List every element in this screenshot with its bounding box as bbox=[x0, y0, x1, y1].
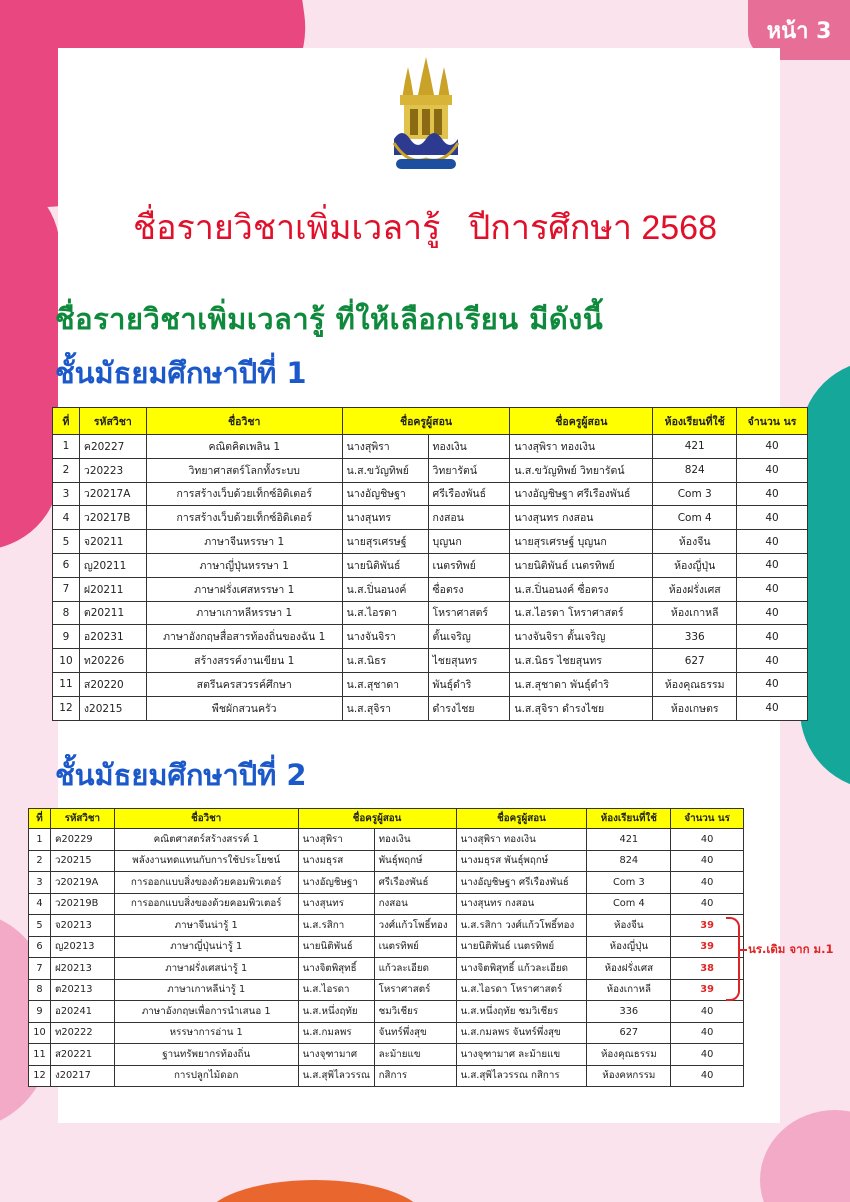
header-subject: ชื่อวิชา bbox=[146, 408, 342, 435]
row-number: 10 bbox=[29, 1022, 51, 1044]
room: 824 bbox=[653, 458, 737, 482]
level1-table bbox=[52, 407, 808, 721]
course-name: ภาษาอังกฤษเพื่อการนำเสนอ 1 bbox=[114, 1001, 298, 1023]
teacher-first-name: น.ส.ขวัญทิพย์ bbox=[342, 458, 428, 482]
teacher-last-name: กสิการ bbox=[374, 1065, 456, 1087]
student-count: 40 bbox=[737, 696, 808, 720]
teacher-last-name: ศรีเรืองพันธ์ bbox=[428, 482, 510, 506]
course-code: ส20220 bbox=[79, 672, 146, 696]
room: ห้องฝรั่งเศส bbox=[653, 577, 737, 601]
course-code: จ20213 bbox=[50, 915, 114, 937]
table-row bbox=[53, 577, 808, 601]
student-count: 39 bbox=[671, 936, 744, 958]
student-count: 40 bbox=[737, 625, 808, 649]
table-row bbox=[53, 672, 808, 696]
teacher-full-name: นางสุนทร กงสอน bbox=[510, 506, 653, 530]
student-count: 40 bbox=[671, 1022, 744, 1044]
room: Com 3 bbox=[653, 482, 737, 506]
row-number: 2 bbox=[29, 850, 51, 872]
teacher-first-name: น.ส.ปิ่นอนงค์ bbox=[342, 577, 428, 601]
student-count: 40 bbox=[671, 893, 744, 915]
row-number: 8 bbox=[53, 601, 80, 625]
teacher-first-name: นายนิติพันธ์ bbox=[298, 936, 374, 958]
teacher-first-name: นายสุรเศรษฐ์ bbox=[342, 530, 428, 554]
course-code: ว20223 bbox=[79, 458, 146, 482]
teacher-last-name: ชมวิเชียร bbox=[374, 1001, 456, 1023]
header-code: รหัสวิชา bbox=[79, 408, 146, 435]
header-teacher-2: ชื่อครูผู้สอน bbox=[456, 809, 587, 829]
teacher-first-name: นางจันจิรา bbox=[342, 625, 428, 649]
row-number: 6 bbox=[29, 936, 51, 958]
header-teacher-1: ชื่อครูผู้สอน bbox=[298, 809, 456, 829]
course-code: ว20219A bbox=[50, 872, 114, 894]
teacher-last-name: ศรีเรืองพันธ์ bbox=[374, 872, 456, 894]
row-number: 9 bbox=[29, 1001, 51, 1023]
teacher-first-name: นางอัญชิษฐา bbox=[342, 482, 428, 506]
student-count: 40 bbox=[737, 506, 808, 530]
course-name: ภาษาฝรั่งเศสน่ารู้ 1 bbox=[114, 958, 298, 980]
course-name: การปลูกไม้ดอก bbox=[114, 1065, 298, 1087]
table-row bbox=[29, 1044, 744, 1066]
row-number: 3 bbox=[53, 482, 80, 506]
table-row bbox=[29, 872, 744, 894]
row-number: 4 bbox=[53, 506, 80, 530]
student-count: 40 bbox=[671, 1001, 744, 1023]
room: ห้องคหกรรม bbox=[587, 1065, 671, 1087]
teacher-full-name: นางอัญชิษฐา ศรีเรืองพันธ์ bbox=[456, 872, 587, 894]
course-code: ส20221 bbox=[50, 1044, 114, 1066]
table-row bbox=[53, 553, 808, 577]
level2-title: ชั้นมัธยมศึกษาปีที่ 2 bbox=[55, 758, 307, 792]
row-number: 6 bbox=[53, 553, 80, 577]
room: 421 bbox=[653, 435, 737, 459]
level1-title: ชั้นมัธยมศึกษาปีที่ 1 bbox=[55, 356, 307, 390]
student-count: 40 bbox=[671, 1065, 744, 1087]
table-row bbox=[29, 850, 744, 872]
table-row bbox=[53, 625, 808, 649]
table-row bbox=[29, 958, 744, 980]
teacher-first-name: นายนิติพันธ์ bbox=[342, 553, 428, 577]
room: ห้องฝรั่งเศส bbox=[587, 958, 671, 980]
row-number: 8 bbox=[29, 979, 51, 1001]
course-name: พลังงานทดแทนกับการใช้ประโยชน์ bbox=[114, 850, 298, 872]
teacher-full-name: นางสุพิรา ทองเงิน bbox=[456, 829, 587, 851]
teacher-full-name: น.ส.สุชาดา พันธุ์ดำริ bbox=[510, 672, 653, 696]
teacher-full-name: นายสุรเศรษฐ์ บุญนก bbox=[510, 530, 653, 554]
header-subject: ชื่อวิชา bbox=[114, 809, 298, 829]
teacher-first-name: น.ส.สุจิรา bbox=[342, 696, 428, 720]
teacher-last-name: พันธุ์พฤกษ์ bbox=[374, 850, 456, 872]
room: 627 bbox=[587, 1022, 671, 1044]
teacher-last-name: แก้วละเอียด bbox=[374, 958, 456, 980]
student-count: 40 bbox=[737, 601, 808, 625]
student-count: 40 bbox=[737, 435, 808, 459]
course-code: ว20219B bbox=[50, 893, 114, 915]
course-name: สตรีนครสวรรค์ศึกษา bbox=[146, 672, 342, 696]
table-row bbox=[53, 506, 808, 530]
header-no: ที่ bbox=[53, 408, 80, 435]
room: ห้องเกาหลี bbox=[587, 979, 671, 1001]
room: ห้องจีน bbox=[587, 915, 671, 937]
teacher-last-name: ทองเงิน bbox=[374, 829, 456, 851]
course-code: ว20217B bbox=[79, 506, 146, 530]
course-name: ภาษาญี่ปุ่นน่ารู้ 1 bbox=[114, 936, 298, 958]
course-name: หรรษาการอ่าน 1 bbox=[114, 1022, 298, 1044]
course-code: อ20241 bbox=[50, 1001, 114, 1023]
room: ห้องคุณธรรม bbox=[653, 672, 737, 696]
room: 421 bbox=[587, 829, 671, 851]
teacher-last-name: กงสอน bbox=[428, 506, 510, 530]
room: ห้องจีน bbox=[653, 530, 737, 554]
row-number: 1 bbox=[29, 829, 51, 851]
course-name: การออกแบบสิ่งของด้วยคอมพิวเตอร์ bbox=[114, 872, 298, 894]
student-count: 40 bbox=[737, 482, 808, 506]
teacher-full-name: นายนิติพันธ์ เนตรทิพย์ bbox=[456, 936, 587, 958]
table-row bbox=[29, 1022, 744, 1044]
teacher-first-name: นางมธุรส bbox=[298, 850, 374, 872]
room: 627 bbox=[653, 649, 737, 673]
teacher-full-name: นายนิติพันธ์ เนตรทิพย์ bbox=[510, 553, 653, 577]
teacher-first-name: น.ส.ไอรดา bbox=[298, 979, 374, 1001]
returning-students-note: นร.เดิม จาก ม.1 bbox=[748, 942, 834, 956]
course-name: ฐานทรัพยากรท้องถิ่น bbox=[114, 1044, 298, 1066]
student-count: 39 bbox=[671, 979, 744, 1001]
teacher-last-name: พันธุ์ดำริ bbox=[428, 672, 510, 696]
teacher-full-name: นางจิตพิสุทธิ์ แก้วละเอียด bbox=[456, 958, 587, 980]
course-code: ฝ20211 bbox=[79, 577, 146, 601]
table-row bbox=[29, 893, 744, 915]
course-name: ภาษาเกาหลีหรรษา 1 bbox=[146, 601, 342, 625]
student-count: 40 bbox=[737, 577, 808, 601]
course-code: ท20222 bbox=[50, 1022, 114, 1044]
teacher-full-name: น.ส.ไอรดา โหราศาสตร์ bbox=[456, 979, 587, 1001]
course-code: ง20217 bbox=[50, 1065, 114, 1087]
row-number: 12 bbox=[29, 1065, 51, 1087]
header-count: จำนวน นร bbox=[737, 408, 808, 435]
course-code: ง20215 bbox=[79, 696, 146, 720]
teacher-last-name: จันทร์พึ่งสุข bbox=[374, 1022, 456, 1044]
room: 336 bbox=[587, 1001, 671, 1023]
course-name: ภาษาฝรั่งเศสหรรษา 1 bbox=[146, 577, 342, 601]
level2-table bbox=[28, 808, 744, 1087]
table-row bbox=[29, 1001, 744, 1023]
student-count: 40 bbox=[737, 553, 808, 577]
room: Com 3 bbox=[587, 872, 671, 894]
teacher-first-name: นางสุพิรา bbox=[298, 829, 374, 851]
teacher-full-name: น.ส.ขวัญทิพย์ วิทยารัตน์ bbox=[510, 458, 653, 482]
student-count: 38 bbox=[671, 958, 744, 980]
table-row bbox=[53, 482, 808, 506]
row-number: 10 bbox=[53, 649, 80, 673]
course-name: ภาษาจีนน่ารู้ 1 bbox=[114, 915, 298, 937]
course-name: คณิตศาสตร์สร้างสรรค์ 1 bbox=[114, 829, 298, 851]
teacher-full-name: น.ส.สุจิรา ดำรงไชย bbox=[510, 696, 653, 720]
page-number-badge: หน้า 3 bbox=[748, 0, 850, 60]
course-code: ญ20213 bbox=[50, 936, 114, 958]
header-code: รหัสวิชา bbox=[50, 809, 114, 829]
student-count: 40 bbox=[737, 672, 808, 696]
teacher-last-name: ไชยสุนทร bbox=[428, 649, 510, 673]
teacher-first-name: นางสุนทร bbox=[298, 893, 374, 915]
teacher-first-name: น.ส.รสิกา bbox=[298, 915, 374, 937]
room: ห้องเกษตร bbox=[653, 696, 737, 720]
course-name: พืชผักสวนครัว bbox=[146, 696, 342, 720]
row-number: 7 bbox=[29, 958, 51, 980]
row-number: 1 bbox=[53, 435, 80, 459]
teacher-full-name: นางมธุรส พันธุ์พฤกษ์ bbox=[456, 850, 587, 872]
teacher-full-name: น.ส.สุพิไลวรรณ กสิการ bbox=[456, 1065, 587, 1087]
teacher-last-name: เนตรทิพย์ bbox=[428, 553, 510, 577]
course-name: การออกแบบสิ่งของด้วยคอมพิวเตอร์ bbox=[114, 893, 298, 915]
teacher-full-name: น.ส.ไอรดา โหราศาสตร์ bbox=[510, 601, 653, 625]
room: ห้องญี่ปุ่น bbox=[653, 553, 737, 577]
student-count: 40 bbox=[671, 872, 744, 894]
course-code: จ20211 bbox=[79, 530, 146, 554]
course-name: วิทยาศาสตร์โลกทั้งระบบ bbox=[146, 458, 342, 482]
course-code: ต20213 bbox=[50, 979, 114, 1001]
course-code: ท20226 bbox=[79, 649, 146, 673]
teacher-full-name: นางอัญชิษฐา ศรีเรืองพันธ์ bbox=[510, 482, 653, 506]
course-name: ภาษาเกาหลีน่ารู้ 1 bbox=[114, 979, 298, 1001]
teacher-last-name: โหราศาสตร์ bbox=[428, 601, 510, 625]
course-name: สร้างสรรค์งานเขียน 1 bbox=[146, 649, 342, 673]
row-number: 11 bbox=[53, 672, 80, 696]
header-room: ห้องเรียนที่ใช้ bbox=[653, 408, 737, 435]
course-code: ค20229 bbox=[50, 829, 114, 851]
row-number: 9 bbox=[53, 625, 80, 649]
course-code: ฝ20213 bbox=[50, 958, 114, 980]
returning-students-bracket-tip bbox=[738, 949, 747, 951]
teacher-first-name: น.ส.กมลพร bbox=[298, 1022, 374, 1044]
table-row bbox=[29, 915, 744, 937]
teacher-last-name: ตั้นเจริญ bbox=[428, 625, 510, 649]
header-no: ที่ bbox=[29, 809, 51, 829]
teacher-last-name: วงศ์แก้วโพธิ์ทอง bbox=[374, 915, 456, 937]
teacher-first-name: นางสุพิรา bbox=[342, 435, 428, 459]
teacher-last-name: วิทยารัตน์ bbox=[428, 458, 510, 482]
course-name: การสร้างเว็บด้วยเท็กซ์อิดิเตอร์ bbox=[146, 506, 342, 530]
teacher-first-name: น.ส.สุชาดา bbox=[342, 672, 428, 696]
table-row bbox=[29, 979, 744, 1001]
header-room: ห้องเรียนที่ใช้ bbox=[587, 809, 671, 829]
room: Com 4 bbox=[653, 506, 737, 530]
table-row bbox=[53, 649, 808, 673]
teacher-last-name: กงสอน bbox=[374, 893, 456, 915]
course-name: ภาษาจีนหรรษา 1 bbox=[146, 530, 342, 554]
teacher-full-name: น.ส.หนึ่งฤทัย ชมวิเชียร bbox=[456, 1001, 587, 1023]
returning-students-bracket bbox=[726, 917, 740, 1001]
teacher-full-name: น.ส.นิธร ไชยสุนทร bbox=[510, 649, 653, 673]
room: ห้องเกาหลี bbox=[653, 601, 737, 625]
student-count: 40 bbox=[671, 1044, 744, 1066]
row-number: 3 bbox=[29, 872, 51, 894]
course-name: คณิตคิดเพลิน 1 bbox=[146, 435, 342, 459]
room: 824 bbox=[587, 850, 671, 872]
course-name: ภาษาอังกฤษสื่อสารท้องถิ่นของฉัน 1 bbox=[146, 625, 342, 649]
teacher-first-name: น.ส.นิธร bbox=[342, 649, 428, 673]
teacher-full-name: น.ส.กมลพร จันทร์พึ่งสุข bbox=[456, 1022, 587, 1044]
course-name: ภาษาญี่ปุ่นหรรษา 1 bbox=[146, 553, 342, 577]
table-row bbox=[53, 435, 808, 459]
teacher-first-name: น.ส.สุพิไลวรรณ bbox=[298, 1065, 374, 1087]
teacher-last-name: ละม้ายแข bbox=[374, 1044, 456, 1066]
table-header-row bbox=[29, 809, 744, 829]
room: Com 4 bbox=[587, 893, 671, 915]
course-name: การสร้างเว็บด้วยเท็กซ์อิดิเตอร์ bbox=[146, 482, 342, 506]
teacher-first-name: นางสุนทร bbox=[342, 506, 428, 530]
header-count: จำนวน นร bbox=[671, 809, 744, 829]
teacher-first-name: นางอัญชิษฐา bbox=[298, 872, 374, 894]
row-number: 12 bbox=[53, 696, 80, 720]
student-count: 40 bbox=[671, 829, 744, 851]
row-number: 4 bbox=[29, 893, 51, 915]
course-code: ญ20211 bbox=[79, 553, 146, 577]
row-number: 5 bbox=[29, 915, 51, 937]
decor-blob-orange-bottom bbox=[205, 1180, 425, 1202]
teacher-last-name: โหราศาสตร์ bbox=[374, 979, 456, 1001]
room: ห้องญี่ปุ่น bbox=[587, 936, 671, 958]
teacher-last-name: บุญนก bbox=[428, 530, 510, 554]
teacher-last-name: ทองเงิน bbox=[428, 435, 510, 459]
teacher-full-name: น.ส.ปิ่นอนงค์ ซื่อตรง bbox=[510, 577, 653, 601]
teacher-full-name: นางสุนทร กงสอน bbox=[456, 893, 587, 915]
teacher-first-name: น.ส.ไอรดา bbox=[342, 601, 428, 625]
student-count: 39 bbox=[671, 915, 744, 937]
teacher-last-name: ซื่อตรง bbox=[428, 577, 510, 601]
teacher-full-name: นางสุพิรา ทองเงิน bbox=[510, 435, 653, 459]
teacher-last-name: เนตรทิพย์ bbox=[374, 936, 456, 958]
row-number: 5 bbox=[53, 530, 80, 554]
course-code: ค20227 bbox=[79, 435, 146, 459]
table-header-row bbox=[53, 408, 808, 435]
student-count: 40 bbox=[737, 530, 808, 554]
header-teacher-2: ชื่อครูผู้สอน bbox=[510, 408, 653, 435]
row-number: 7 bbox=[53, 577, 80, 601]
student-count: 40 bbox=[737, 458, 808, 482]
teacher-last-name: ดำรงไชย bbox=[428, 696, 510, 720]
teacher-first-name: น.ส.หนึ่งฤทัย bbox=[298, 1001, 374, 1023]
row-number: 2 bbox=[53, 458, 80, 482]
teacher-first-name: นางจุฑามาศ bbox=[298, 1044, 374, 1066]
header-teacher-1: ชื่อครูผู้สอน bbox=[342, 408, 510, 435]
course-code: อ20231 bbox=[79, 625, 146, 649]
teacher-full-name: น.ส.รสิกา วงศ์แก้วโพธิ์ทอง bbox=[456, 915, 587, 937]
course-code: ว20217A bbox=[79, 482, 146, 506]
student-count: 40 bbox=[671, 850, 744, 872]
table-row bbox=[53, 458, 808, 482]
school-crest-icon bbox=[390, 55, 462, 173]
table-row bbox=[29, 1065, 744, 1087]
row-number: 11 bbox=[29, 1044, 51, 1066]
teacher-full-name: นางจุฑามาศ ละม้ายแข bbox=[456, 1044, 587, 1066]
course-code: ต20211 bbox=[79, 601, 146, 625]
student-count: 40 bbox=[737, 649, 808, 673]
room: ห้องคุณธรรม bbox=[587, 1044, 671, 1066]
decor-blob-pink-bottom-right bbox=[760, 1110, 850, 1202]
sub-title: ชื่อรายวิชาเพิ่มเวลารู้ ที่ให้เลือกเรียน มีดังนี้ bbox=[55, 302, 604, 336]
table-row bbox=[53, 601, 808, 625]
table-row bbox=[53, 530, 808, 554]
main-title: ชื่อรายวิชาเพิ่มเวลารู้ ปีการศึกษา 2568 bbox=[133, 209, 717, 247]
teacher-first-name: นางจิตพิสุทธิ์ bbox=[298, 958, 374, 980]
course-code: ว20215 bbox=[50, 850, 114, 872]
table-row bbox=[29, 936, 744, 958]
table-row bbox=[53, 696, 808, 720]
table-row bbox=[29, 829, 744, 851]
room: 336 bbox=[653, 625, 737, 649]
teacher-full-name: นางจันจิรา ตั้นเจริญ bbox=[510, 625, 653, 649]
